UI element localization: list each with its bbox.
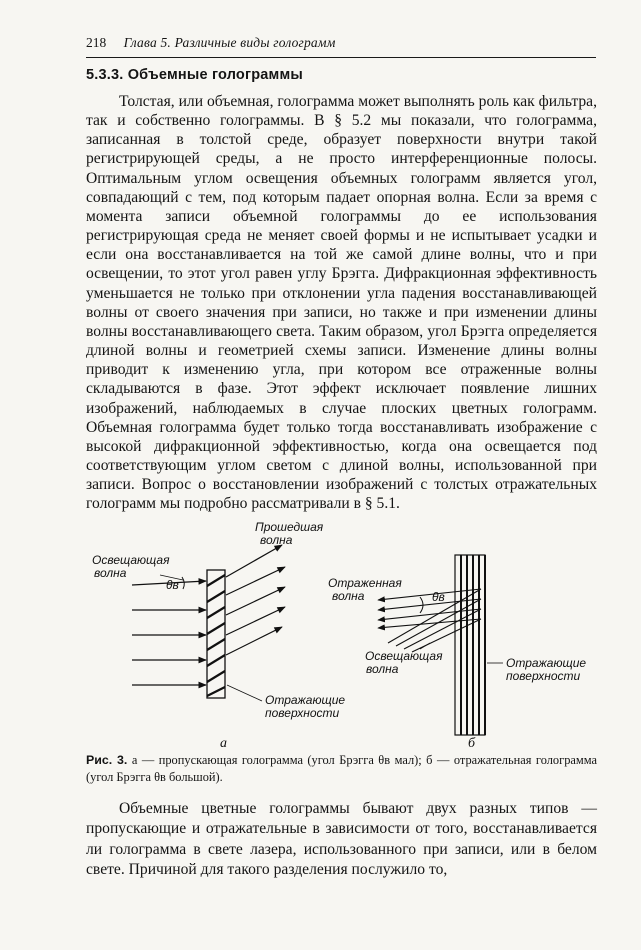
bragg-angle-label: θв bbox=[432, 590, 445, 604]
bragg-angle-arc bbox=[182, 577, 184, 589]
reflection-hologram-diagram bbox=[328, 555, 589, 750]
section-heading: 5.3.3. Объемные голограммы bbox=[86, 67, 303, 83]
hologram-plate bbox=[455, 555, 485, 735]
chapter-title: Глава 5. Различные виды голограмм bbox=[123, 35, 336, 50]
hologram-plate bbox=[207, 570, 225, 698]
caption-text: а — пропускающая голограмма (угол Брэгга θв мал); б — отражательная голограмма (угол Брэгга θв большой). bbox=[86, 753, 597, 784]
transmitted-wave-arrows bbox=[226, 545, 285, 655]
subfigure-label-a: а bbox=[220, 736, 227, 750]
reflecting-surfaces bbox=[461, 555, 485, 735]
body-paragraph-2: Объемные цветные голограммы бывают двух разных типов — пропускающие и отражательные в зависимости от того, восстанавливается ли голограмма в свете лазера, использованного при записи, или в белом свете. Причиной для такого разделения послужило то, bbox=[86, 800, 597, 878]
reflecting-surfaces bbox=[207, 575, 225, 696]
figure-caption bbox=[86, 752, 597, 785]
reflected-wave-label: Отраженная волна bbox=[328, 576, 402, 603]
reflecting-surfaces-label: Отражающие поверхности bbox=[506, 656, 587, 683]
bragg-angle-label: θв bbox=[166, 578, 179, 592]
header-rule bbox=[86, 57, 596, 58]
illuminating-wave-arrows bbox=[132, 581, 206, 685]
reflecting-surfaces-label: Отражающие поверхности bbox=[265, 693, 346, 720]
caption-label: Рис. 3. bbox=[86, 753, 128, 767]
surfaces-label-leader bbox=[227, 685, 262, 701]
figure-3 bbox=[0, 515, 641, 750]
subfigure-label-b: б bbox=[468, 736, 476, 750]
illuminating-wave-label: Освещающая волна bbox=[92, 553, 170, 580]
illuminating-wave-label: Освещающая волна bbox=[365, 649, 443, 676]
transmission-hologram-diagram bbox=[92, 520, 348, 750]
body-paragraph-1: Толстая, или объемная, голограмма может выполнять роль как фильтра, так и собственно голограммы. В § 5.2 мы показали, что голограмма, записанная в толстой среде, образует поверхности внутри такой регистрирующей среды, а не просто интерференционные полосы. Оптимальным углом освещения объемных голограмм является угол, совпадающий с тем, под которым падает опорная волна. Если за время с момента записи объемной голограммы до ее использования регистрирующая среда не меняет своей формы и не испытывает усадки и если она восстанавливается на той же самой длине волны, что и при освещении, то этот угол равен углу Брэгга. Дифракционная эффективность уменьшается не только при отклонении угла падения восстанавливающей волны от своего значения при записи, но также и при изменении длины волны восстанавливающего света. Таким образом, угол Брэгга определяется длиной волны и геометрией схемы записи. Изменение длины волны приводит к изменению угла, при котором все отраженные волны складываются в фазе. Этот эффект исключает появление лишних изображений, наблюдаемых в случае плоских цветных голограмм. Объемная голограмма будет только тогда восстанавливать изображение с высокой дифракционной эффективностью, когда она освещается под соответствующим углом светом с длиной волны, использованной при записи. Вопрос о восстановлении изображений с толстых отражательных голограмм мы подробно рассматривали в § 5.1. bbox=[86, 93, 597, 513]
transmitted-wave-label: Прошедшая волна bbox=[255, 520, 324, 547]
page-number: 218 bbox=[86, 35, 107, 50]
running-head bbox=[86, 35, 596, 51]
reflected-wave-arrows bbox=[378, 589, 481, 628]
